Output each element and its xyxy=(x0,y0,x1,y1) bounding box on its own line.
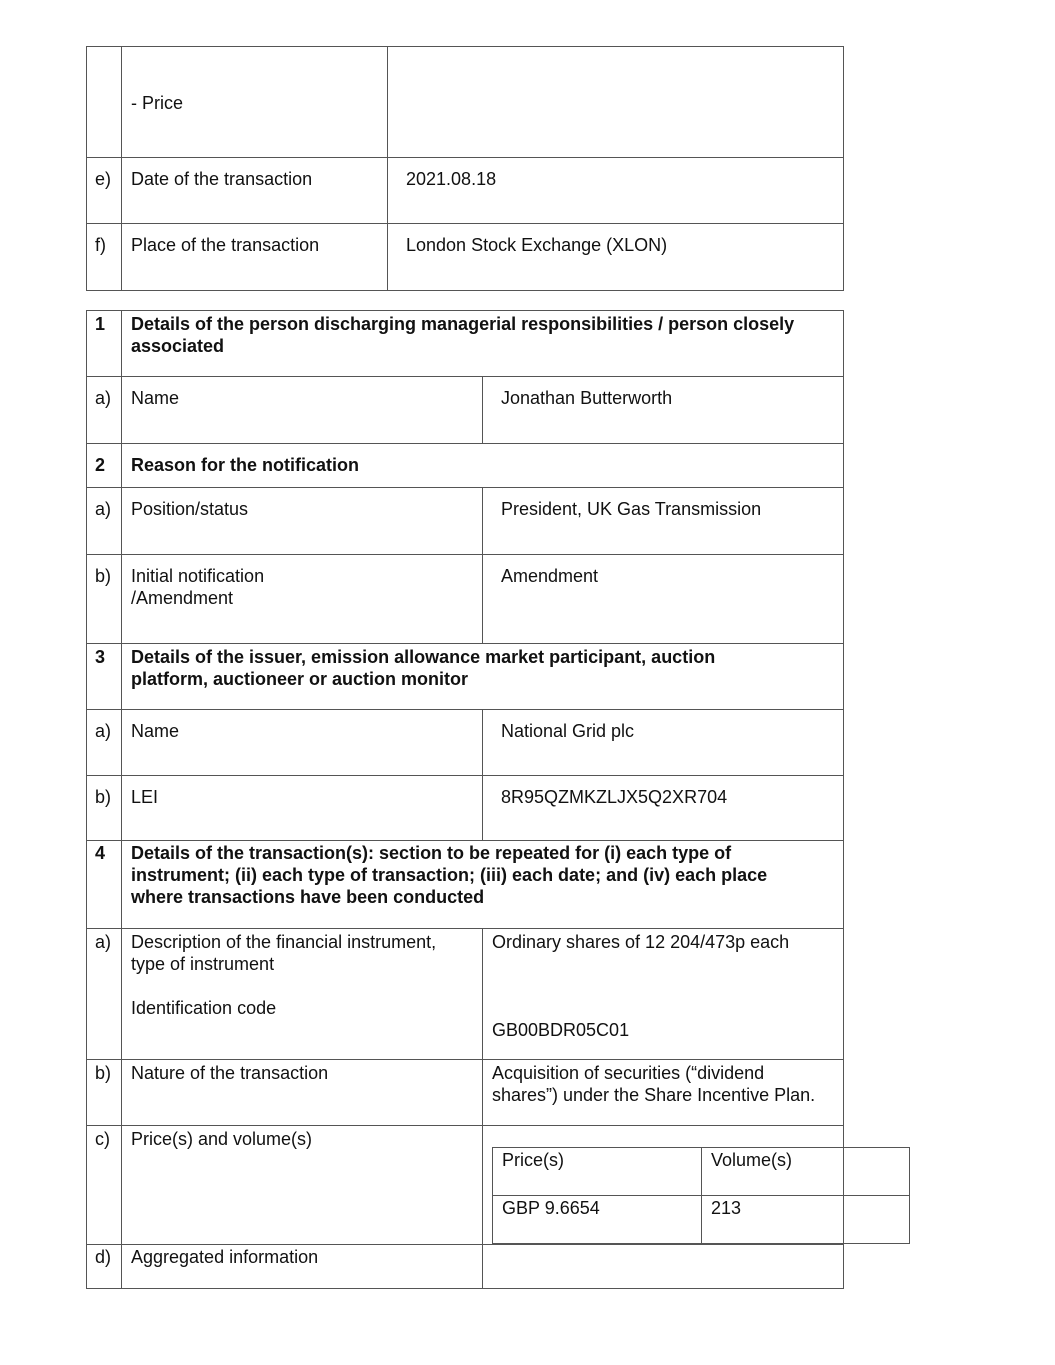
price-volume-cell xyxy=(483,1126,844,1245)
price-value: GBP 9.6654 xyxy=(493,1196,702,1244)
initial-notification-value: Amendment xyxy=(483,555,844,644)
initial-notification-label-line2: /Amendment xyxy=(131,588,234,608)
row-index: c) xyxy=(87,1126,122,1245)
instrument-description-label: Description of the financial instrument, type of instrument xyxy=(131,932,437,974)
section-2-title: Reason for the notification xyxy=(122,444,844,488)
section-number: 2 xyxy=(87,444,122,488)
row-index: a) xyxy=(87,377,122,444)
issuer-name-value: National Grid plc xyxy=(483,710,844,776)
section-3-title: Details of the issuer, emission allowance market participant, auction platform, auctioneer or auction monitor xyxy=(122,644,844,710)
nature-value: Acquisition of securities (“dividend shares”) under the Share Incentive Plan. xyxy=(483,1060,844,1126)
row-index: b) xyxy=(87,555,122,644)
initial-notification-label xyxy=(122,555,483,644)
identification-code-label: Identification code xyxy=(131,998,277,1018)
price-label: - Price xyxy=(122,47,388,158)
volume-value: 213 xyxy=(702,1196,910,1244)
row-index: b) xyxy=(87,1060,122,1126)
position-label: Position/status xyxy=(122,488,483,555)
section-1-title: Details of the person discharging managerial responsibilities / person closely associated xyxy=(122,311,844,377)
nature-label: Nature of the transaction xyxy=(122,1060,483,1126)
instrument-description-value: Ordinary shares of 12 204/473p each xyxy=(492,932,790,952)
date-value: 2021.08.18 xyxy=(388,158,844,224)
pdmr-name-label: Name xyxy=(122,377,483,444)
price-volume-table xyxy=(492,1147,910,1244)
continuation-table xyxy=(86,46,844,291)
identification-code-value: GB00BDR05C01 xyxy=(492,1020,630,1040)
section-number: 4 xyxy=(87,841,122,929)
row-index: d) xyxy=(87,1245,122,1289)
section-4-title: Details of the transaction(s): section to be repeated for (i) each type of instrument; (ii) each type of transaction; (iii) each date; and (iv) each place where transactions have been conducted xyxy=(122,841,844,929)
row-index: f) xyxy=(87,224,122,291)
row-index: a) xyxy=(87,710,122,776)
row-index: a) xyxy=(87,488,122,555)
place-label: Place of the transaction xyxy=(122,224,388,291)
lei-value: 8R95QZMKZLJX5Q2XR704 xyxy=(483,776,844,841)
instrument-label-cell xyxy=(122,929,483,1060)
volume-header: Volume(s) xyxy=(702,1148,910,1196)
position-value: President, UK Gas Transmission xyxy=(483,488,844,555)
price-volume-label: Price(s) and volume(s) xyxy=(122,1126,483,1245)
price-header: Price(s) xyxy=(493,1148,702,1196)
date-label: Date of the transaction xyxy=(122,158,388,224)
pdmr-name-value: Jonathan Butterworth xyxy=(483,377,844,444)
aggregated-label: Aggregated information xyxy=(122,1245,483,1289)
section-number: 3 xyxy=(87,644,122,710)
row-index: e) xyxy=(87,158,122,224)
row-index: a) xyxy=(87,929,122,1060)
issuer-name-label: Name xyxy=(122,710,483,776)
place-value: London Stock Exchange (XLON) xyxy=(388,224,844,291)
section-number: 1 xyxy=(87,311,122,377)
lei-label: LEI xyxy=(122,776,483,841)
notification-table xyxy=(86,310,844,1289)
row-index: b) xyxy=(87,776,122,841)
instrument-value-cell xyxy=(483,929,844,1060)
initial-notification-label-line1: Initial notification xyxy=(131,566,265,586)
